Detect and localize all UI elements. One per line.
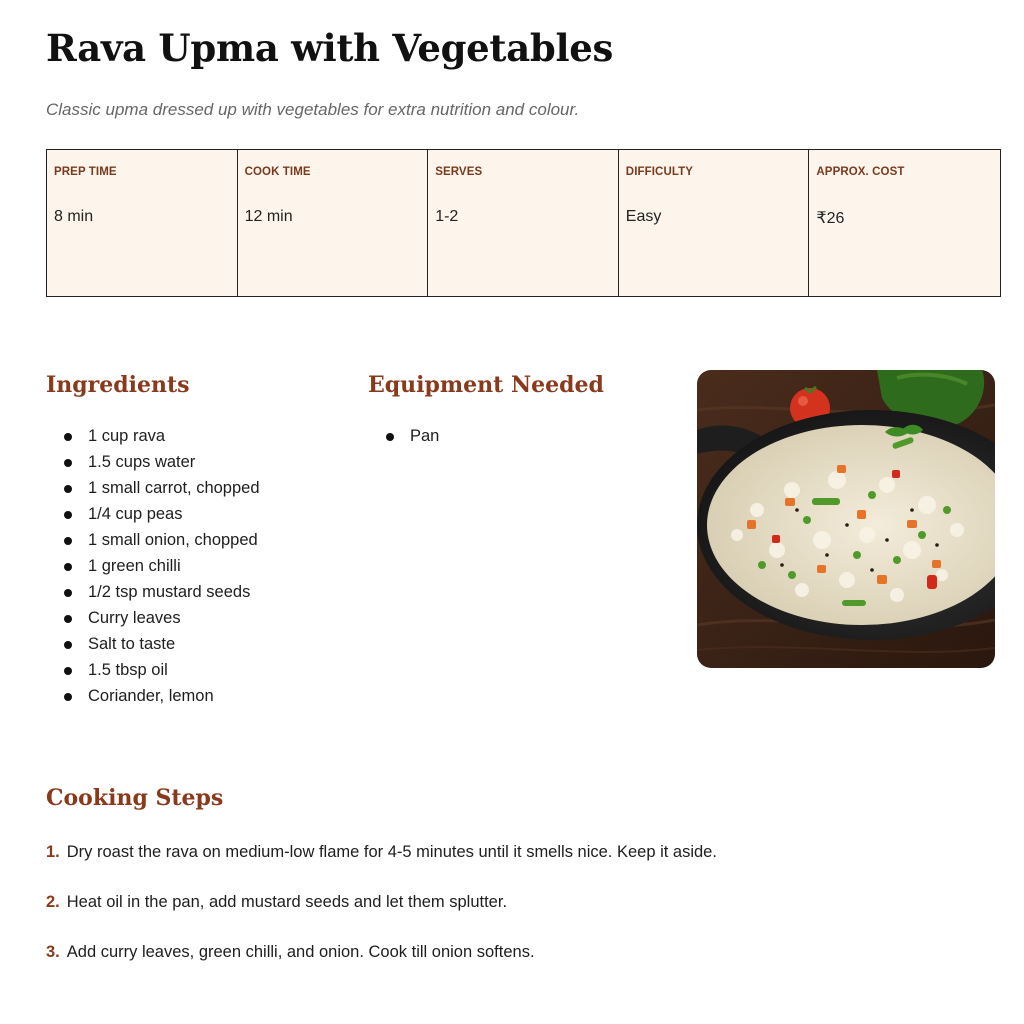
ingredient-item: 1.5 cups water bbox=[46, 449, 260, 475]
step-number: 1. bbox=[46, 843, 60, 861]
meta-value: 8 min bbox=[54, 208, 94, 225]
meta-value: ₹26 bbox=[816, 210, 845, 227]
ingredients-list bbox=[46, 423, 260, 709]
ingredient-item: Coriander, lemon bbox=[46, 683, 260, 709]
meta-label: SERVES bbox=[435, 166, 483, 178]
meta-label: APPROX. COST bbox=[816, 166, 905, 178]
step-text: Heat oil in the pan, add mustard seeds and let them splutter. bbox=[66, 893, 508, 911]
ingredient-item: 1 green chilli bbox=[46, 553, 260, 579]
cooking-steps-list bbox=[46, 840, 986, 990]
ingredient-item: Salt to taste bbox=[46, 631, 260, 657]
ingredient-item: Curry leaves bbox=[46, 605, 260, 631]
step-text: Dry roast the rava on medium-low flame for 4-5 minutes until it smells nice. Keep it aside. bbox=[66, 843, 717, 861]
meta-prep-time bbox=[47, 150, 238, 296]
meta-value: 1-2 bbox=[435, 208, 459, 225]
ingredient-item: 1 cup rava bbox=[46, 423, 260, 449]
recipe-meta-table bbox=[46, 149, 1001, 297]
step-number: 2. bbox=[46, 893, 60, 911]
ingredient-item: 1/4 cup peas bbox=[46, 501, 260, 527]
equipment-item: Pan bbox=[368, 423, 439, 449]
equipment-list bbox=[368, 423, 439, 449]
meta-cook-time bbox=[238, 150, 429, 296]
equipment-heading: Equipment Needed bbox=[368, 372, 604, 398]
meta-value: Easy bbox=[625, 208, 662, 225]
meta-value: 12 min bbox=[244, 208, 293, 225]
ingredient-item: 1.5 tbsp oil bbox=[46, 657, 260, 683]
ingredient-item: 1 small onion, chopped bbox=[46, 527, 260, 553]
dish-photo bbox=[697, 370, 995, 668]
upma-dish-image bbox=[697, 370, 995, 668]
cooking-steps-heading: Cooking Steps bbox=[46, 785, 224, 811]
ingredient-item: 1 small carrot, chopped bbox=[46, 475, 260, 501]
recipe-title: Rava Upma with Vegetables bbox=[46, 26, 613, 70]
meta-label: PREP TIME bbox=[54, 166, 117, 178]
step-text: Add curry leaves, green chilli, and onion. Cook till onion softens. bbox=[66, 943, 535, 961]
meta-difficulty bbox=[619, 150, 810, 296]
meta-label: COOK TIME bbox=[244, 166, 311, 178]
step-item bbox=[46, 890, 986, 914]
ingredient-item: 1/2 tsp mustard seeds bbox=[46, 579, 260, 605]
step-item bbox=[46, 840, 986, 864]
meta-serves bbox=[428, 150, 619, 296]
meta-approx-cost bbox=[809, 150, 1000, 296]
ingredients-heading: Ingredients bbox=[46, 372, 190, 398]
recipe-subtitle: Classic upma dressed up with vegetables for extra nutrition and colour. bbox=[46, 100, 580, 119]
meta-label: DIFFICULTY bbox=[625, 166, 694, 178]
step-item bbox=[46, 940, 986, 964]
step-number: 3. bbox=[46, 943, 60, 961]
